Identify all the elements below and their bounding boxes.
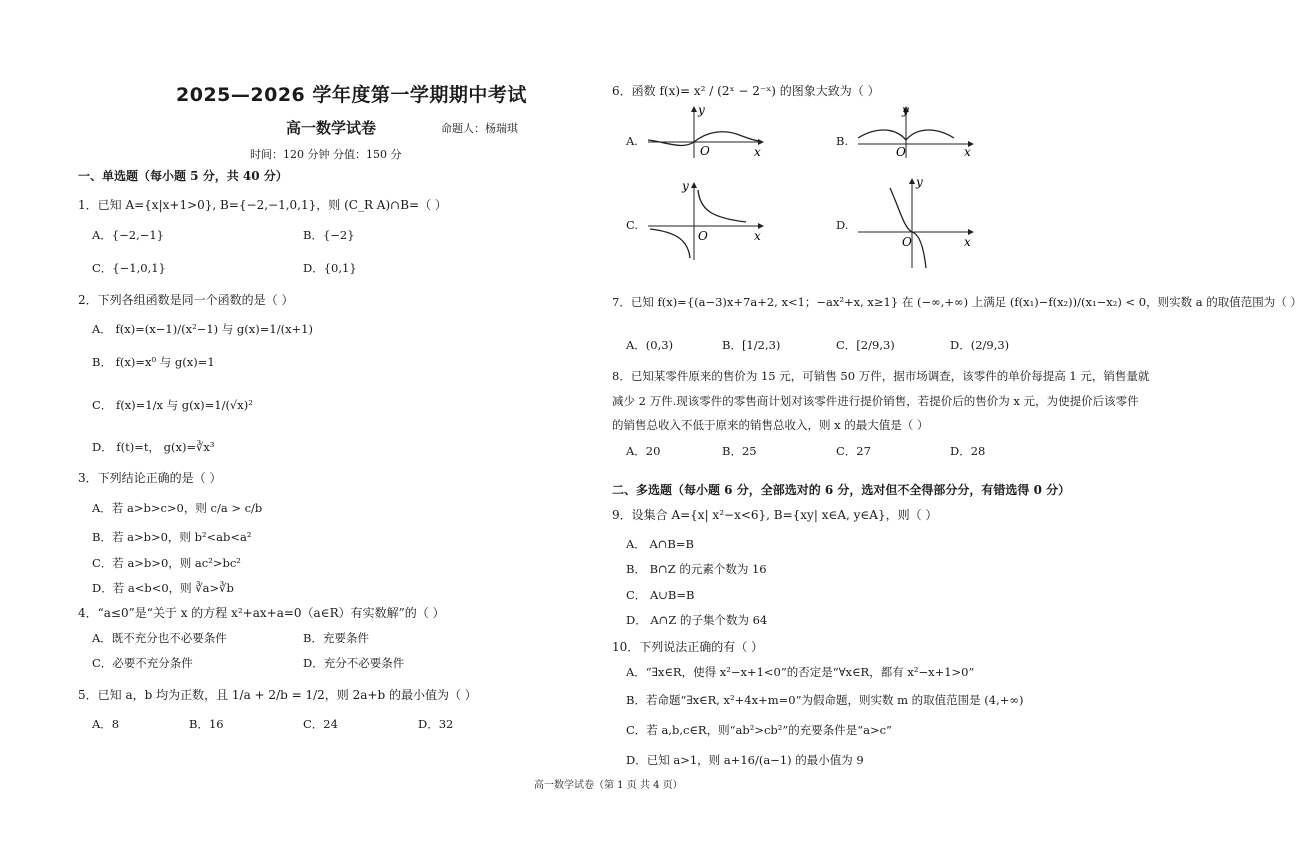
q10-option-b: B．若命题“∃x∈R, x²+4x+m=0”为假命题，则实数 m 的取值范围是 (4,+∞) xyxy=(626,693,1024,707)
q10-option-c: C．若 a,b,c∈R，则“ab²>cb²”的充要条件是“a>c” xyxy=(626,723,892,737)
q1-option-b: B．{−2} xyxy=(303,228,355,242)
question-3-stem: 3．下列结论正确的是（ ） xyxy=(78,471,222,485)
q6-graph-a xyxy=(646,104,766,163)
question-10-stem: 10．下列说法正确的有（ ） xyxy=(612,640,764,654)
section-single-choice: 一、单选题（每小题 5 分，共 40 分） xyxy=(78,169,288,183)
origin-label: O xyxy=(896,145,906,159)
q5-option-b: B．16 xyxy=(189,717,224,731)
q6-graph-d xyxy=(856,176,976,273)
q8-option-d: D．28 xyxy=(950,444,986,458)
q1-option-c: C．{−1,0,1} xyxy=(92,261,166,275)
question-1-stem: 1．已知 A={x|x+1>0}, B={−2,−1,0,1}，则 (C_R A)∩B=（ ） xyxy=(78,198,447,212)
q2-option-a: A． f(x)=(x−1)/(x²−1) 与 g(x)=1/(x+1) xyxy=(92,322,313,336)
author-line: 命题人：杨瑞琪 xyxy=(441,122,518,135)
question-8-line-1: 8．已知某零件原来的售价为 15 元，可销售 50 万件，据市场调查，该零件的单价每提高 1 元，销售量就 xyxy=(612,369,1150,383)
q1-option-a: A．{−2,−1} xyxy=(92,228,164,242)
q10-option-a: A．“∃x∈R，使得 x²−x+1<0”的否定是“∀x∈R，都有 x²−x+1>0” xyxy=(626,665,975,679)
time-score-line: 时间：120 分钟 分值：150 分 xyxy=(250,148,402,161)
question-6-stem: 6．函数 f(x)= x² / (2ˣ − 2⁻ˣ) 的图象大致为（ ） xyxy=(612,84,880,98)
q6-option-d-label: D. xyxy=(836,218,849,232)
question-4-stem: 4．“a≤0”是“关于 x 的方程 x²+ax+a=0（a∈R）有实数解”的（ ） xyxy=(78,606,445,620)
q6-option-a-label: A. xyxy=(626,134,638,148)
origin-label: O xyxy=(902,235,912,249)
q8-option-c: C．27 xyxy=(836,444,871,458)
q8-option-b: B．25 xyxy=(722,444,757,458)
q4-option-a: A．既不充分也不必要条件 xyxy=(92,631,227,645)
q5-option-c: C．24 xyxy=(303,717,338,731)
question-7-stem: 7．已知 f(x)={(a−3)x+7a+2, x<1；−ax²+x, x≥1} 在 (−∞,+∞) 上满足 (f(x₁)−f(x₂))/(x₁−x₂) < 0，则实数 a 的取值范围为（ ） xyxy=(612,295,1302,309)
q4-option-c: C．必要不充分条件 xyxy=(92,656,193,670)
question-5-stem: 5．已知 a，b 均为正数，且 1/a + 2/b = 1/2，则 2a+b 的最小值为（ ） xyxy=(78,688,477,702)
axis-y-label: y xyxy=(916,175,923,189)
q3-option-b: B．若 a>b>0，则 b²<ab<a² xyxy=(92,530,252,544)
q4-option-d: D．充分不必要条件 xyxy=(303,656,405,670)
axis-y-label: y xyxy=(902,103,909,117)
axis-x-label: x xyxy=(754,229,761,243)
q10-option-d: D．已知 a>1，则 a+16/(a−1) 的最小值为 9 xyxy=(626,753,864,767)
q3-option-c: C．若 a>b>0，则 ac²>bc² xyxy=(92,556,241,570)
q7-option-b: B．[1/2,3) xyxy=(722,338,781,352)
q7-option-a: A．(0,3) xyxy=(626,338,674,352)
q2-option-b: B． f(x)=x⁰ 与 g(x)=1 xyxy=(92,355,215,369)
q9-option-b: B． B∩Z 的元素个数为 16 xyxy=(626,562,767,576)
origin-label: O xyxy=(698,229,708,243)
q6-option-b-label: B. xyxy=(836,134,849,148)
q5-option-d: D．32 xyxy=(418,717,454,731)
paper-subtitle: 高一数学试卷 xyxy=(286,119,377,137)
question-2-stem: 2．下列各组函数是同一个函数的是（ ） xyxy=(78,293,294,307)
q2-option-c: C． f(x)=1/x 与 g(x)=1/(√x)² xyxy=(92,398,253,412)
q8-option-a: A．20 xyxy=(626,444,661,458)
q3-option-a: A．若 a>b>c>0，则 c/a > c/b xyxy=(92,501,263,515)
q7-option-c: C．[2/9,3) xyxy=(836,338,895,352)
axis-y-label: y xyxy=(682,179,689,193)
question-8-line-3: 的销售总收入不低于原来的销售总收入，则 x 的最大值是（ ） xyxy=(612,418,929,432)
q2-option-d: D． f(t)=t， g(x)=∛x³ xyxy=(92,440,215,454)
axis-x-label: x xyxy=(964,145,971,159)
origin-label: O xyxy=(700,144,710,158)
q5-option-a: A．8 xyxy=(92,717,120,731)
question-8-line-2: 减少 2 万件.现该零件的零售商计划对该零件进行提价销售，若提价后的售价为 x 元，为使提价后该零件 xyxy=(612,394,1139,408)
question-9-stem: 9．设集合 A={x| x²−x<6}, B={xy| x∈A, y∈A}，则（ ） xyxy=(612,508,938,522)
axis-y-label: y xyxy=(698,103,705,117)
exam-title: 2025—2026 学年度第一学期期中考试 xyxy=(176,84,527,106)
section-multi-choice: 二、多选题（每小题 6 分，全部选对的 6 分，选对但不全得部分分，有错选得 0 分） xyxy=(612,483,1071,497)
q1-option-d: D．{0,1} xyxy=(303,261,357,275)
q3-option-d: D．若 a<b<0，则 ∛a>∛b xyxy=(92,581,234,595)
q4-option-b: B．充要条件 xyxy=(303,631,369,645)
q7-option-d: D．(2/9,3) xyxy=(950,338,1010,352)
q9-option-c: C． A∪B=B xyxy=(626,588,695,602)
q9-option-a: A． A∩B=B xyxy=(626,537,694,551)
q6-option-c-label: C. xyxy=(626,218,639,232)
axis-x-label: x xyxy=(964,235,971,249)
q9-option-d: D． A∩Z 的子集个数为 64 xyxy=(626,613,768,627)
axis-x-label: x xyxy=(754,145,761,159)
q6-graph-c xyxy=(646,180,766,265)
page-footer: 高一数学试卷（第 1 页 共 4 页） xyxy=(534,780,683,791)
q6-graph-b xyxy=(856,104,976,163)
